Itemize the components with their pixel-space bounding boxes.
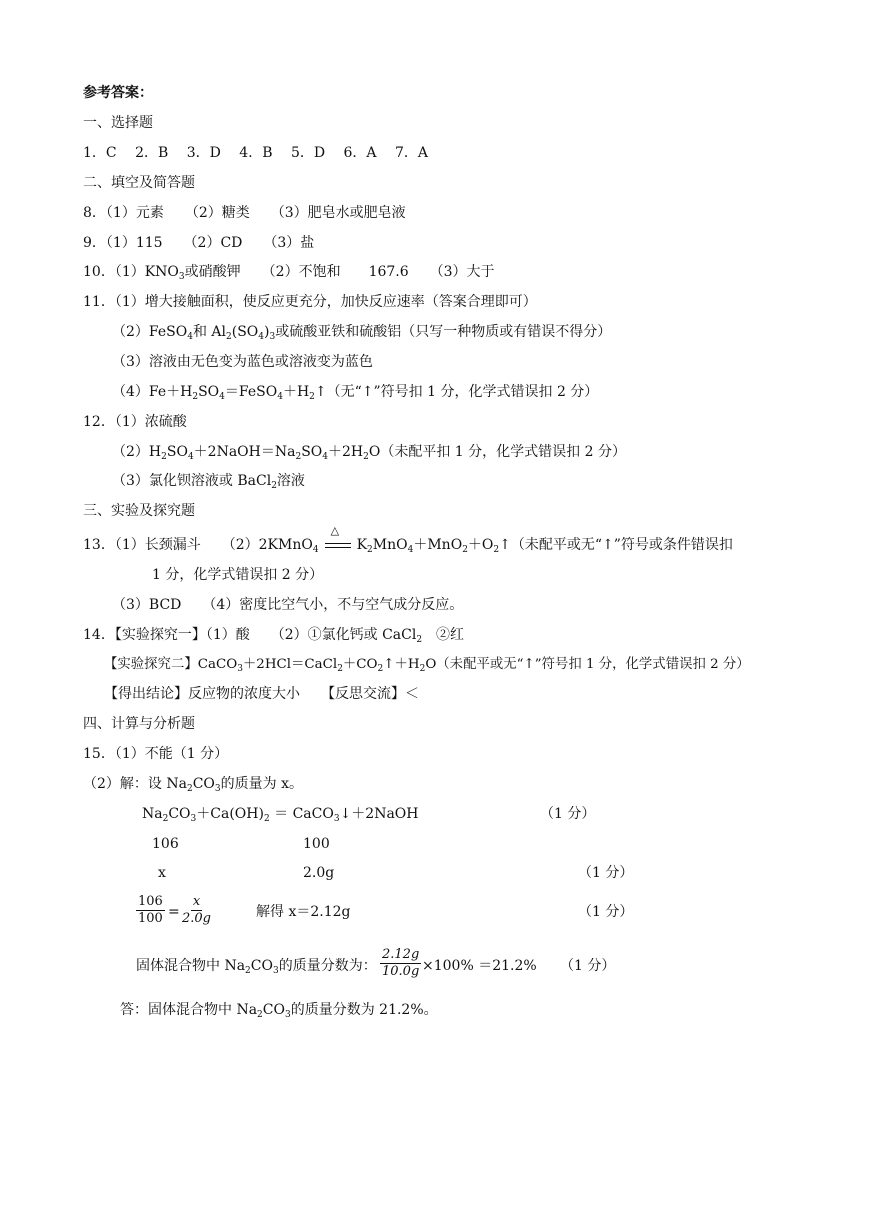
fraction-mass-fraction: $\frac{2.12g}{10.0g}$ — [382, 947, 420, 979]
known-value: 2.0g — [303, 865, 335, 881]
answer-line: 12．（1）浓硫酸 — [83, 414, 187, 430]
score-label: （1 分） — [578, 865, 634, 881]
answer-line: 11．（1）增大接触面积，使反应更充分，加快反应速率（答案合理即可） — [83, 294, 537, 310]
chemical-equation: $Na_2CO_3+Ca(OH)_2$ ＝ CaCO$_3$↓＋2NaOH — [142, 806, 419, 824]
fraction-molar-ratio: $\frac{106}{100}$ — [138, 894, 163, 926]
answer-line: 13．（1）长颈漏斗 （2）2KMnO$_4$ △ $K_2MnO_4+MnO_2+O_2↑$（未配平或无“↑”符号或条件错误扣 — [83, 524, 733, 555]
score-label: （1 分） — [540, 806, 596, 822]
section-heading: 一、选择题 — [83, 115, 153, 131]
section-heading: 三、实验及探究题 — [83, 503, 195, 519]
answer-line: 【得出结论】反应物的浓度大小 【反思交流】＜ — [104, 686, 419, 702]
answer-line: （3）氯化钡溶液或 BaCl$_2$溶液 — [112, 473, 305, 491]
answer-line: 8．（1）元素 （2）糖类 （3）肥皂水或肥皂液 — [83, 205, 406, 221]
mass-fraction-line: 固体混合物中 $Na_2CO_3$的质量分数为： — [136, 958, 377, 976]
heat-condition-icon: △ — [323, 536, 353, 554]
answer-line: 【实验探究二】$CaCO_3+2HCl=CaCl_2+CO_2↑+H_2O$（未配平或无“↑”符号扣 1 分，化学式错误扣 2 分） — [104, 657, 750, 674]
percentage-result: ×100% ＝21.2% — [422, 958, 537, 974]
final-answer: 答：固体混合物中 $Na_2CO_3$的质量分数为 21.2%。 — [120, 1002, 438, 1020]
section-heading: 二、填空及简答题 — [83, 175, 195, 191]
score-label: （1 分） — [578, 904, 634, 920]
unknown-value: x — [158, 865, 166, 881]
molar-mass: 100 — [303, 836, 330, 852]
answer-line: （3）溶液由无色变为蓝色或溶液变为蓝色 — [112, 354, 373, 370]
answer-line: 1．C 2．B 3．D 4．B 5．D 6．A 7．A — [83, 145, 429, 161]
page-title: 参考答案： — [83, 85, 153, 101]
section-heading: 四、计算与分析题 — [83, 716, 195, 732]
score-label: （1 分） — [560, 958, 616, 974]
answer-line: （2）解：设 $Na_2CO_3$的质量为 x。 — [83, 776, 303, 794]
answer-line: $(2)H_2SO_4+2NaOH=Na_2SO_4+2H_2O$（未配平扣 1 分，化学式错误扣 2 分） — [112, 444, 626, 462]
answer-line: 14．【实验探究一】（1）酸 （2）①氯化钙或 CaCl$_2$ ②红 — [83, 627, 465, 645]
solution-result: 解得 x＝2.12g — [256, 904, 351, 920]
answer-line: $(4)Fe+H_2SO_4=FeSO_4+H_2↑$（无“↑”符号扣 1 分，化学式错误扣 2 分） — [112, 384, 599, 402]
answer-line: （3）BCD （4）密度比空气小，不与空气成分反应。 — [112, 597, 464, 613]
fraction-mass-ratio: $\frac{x}{2.0g}$ — [182, 894, 211, 926]
answer-line: 1 分，化学式错误扣 2 分） — [152, 567, 324, 583]
molar-mass: 106 — [152, 836, 179, 852]
answer-line: 15．（1）不能（1 分） — [83, 746, 229, 762]
equals-sign: = — [168, 904, 180, 920]
answer-line: 9．（1）115 （2）CD （3）盐 — [83, 235, 315, 251]
answer-line: 10．$(1)KNO_3$或硝酸钾 （2）不饱和 167.6 （3）大于 — [83, 264, 495, 282]
answer-line: （2）FeSO$_4$和 $Al_2(SO_4)_3$或硫酸亚铁和硫酸铝（只写一种物质或有错误不得分） — [112, 324, 612, 342]
